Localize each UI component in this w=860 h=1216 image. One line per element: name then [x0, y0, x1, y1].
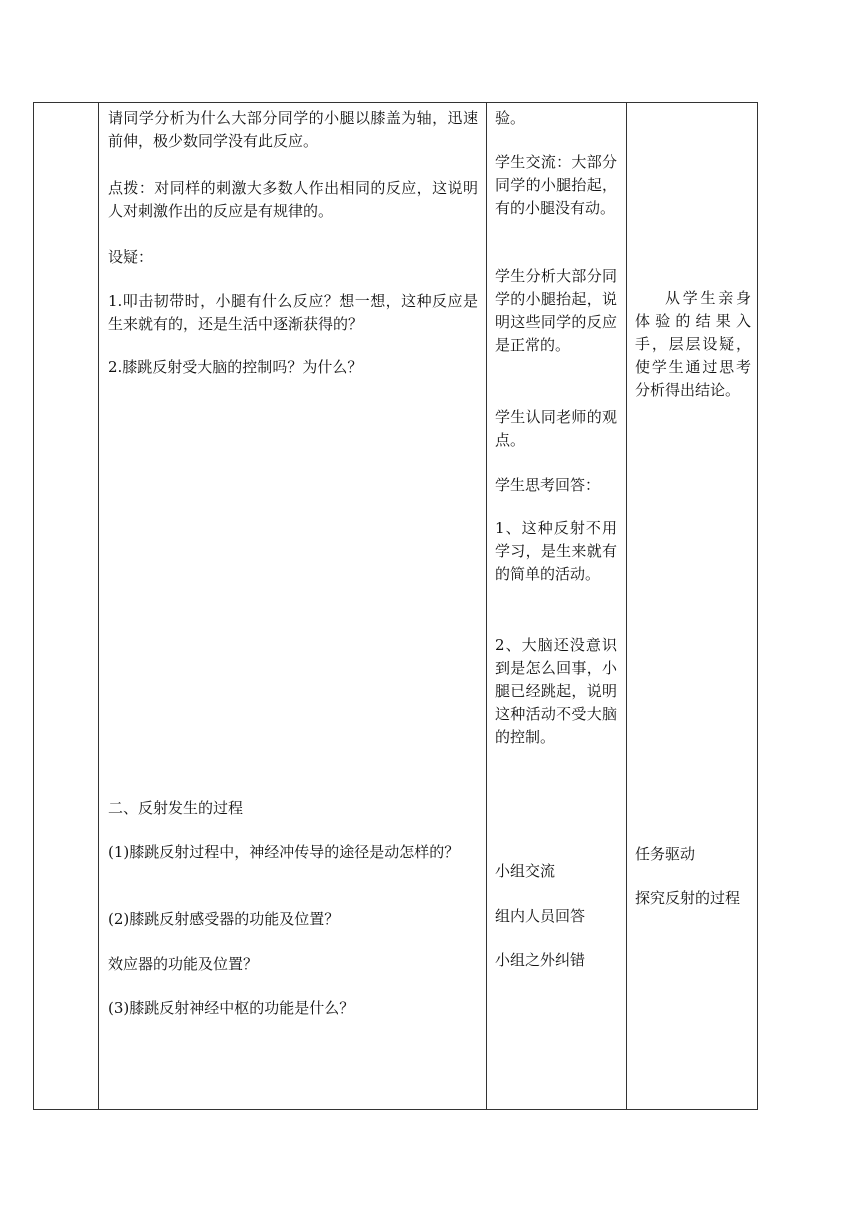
paragraph: 点拨：对同样的刺激大多数人作出相同的反应，这说明人对刺激作出的反应是有规律的。: [108, 179, 478, 220]
paragraph: 学生思考回答：: [495, 476, 601, 494]
paragraph: 组内人员回答: [495, 907, 586, 925]
table-row: [34, 103, 758, 1110]
paragraph: 学生认同老师的观点。: [495, 408, 617, 449]
paragraph: 小组交流: [495, 862, 556, 880]
paragraph: 从学生亲身体验的结果入手，层层设疑，使学生通过思考分析得出结论。: [635, 289, 751, 399]
paragraph: 验。: [495, 109, 526, 127]
paragraph: (3)膝跳反射神经中枢的功能是什么？: [108, 999, 355, 1017]
paragraph: 设疑：: [108, 248, 154, 266]
paragraph: 学生交流：大部分同学的小腿抬起，有的小腿没有动。: [495, 153, 617, 217]
paragraph: 1.叩击韧带时，小腿有什么反应？想一想，这种反应是生来就有的，还是生活中逐渐获得的？: [108, 292, 478, 333]
paragraph: 请同学分析为什么大部分同学的小腿以膝盖为轴，迅速前伸，极少数同学没有此反应。: [108, 109, 478, 150]
paragraph: (2)膝跳反射感受器的功能及位置？: [108, 910, 340, 928]
paragraph: 效应器的功能及位置？: [108, 955, 259, 973]
paragraph: 学生分析大部分同学的小腿抬起，说明这些同学的反应是正常的。: [495, 267, 617, 354]
paragraph: 1、这种反射不用学习，是生来就有的简单的活动。: [495, 519, 617, 583]
paragraph: (1)膝跳反射过程中，神经冲传导的途径是动怎样的？: [108, 843, 460, 861]
paragraph: 探究反射的过程: [635, 889, 741, 907]
paragraph: 任务驱动: [635, 845, 696, 863]
blank-column-cell: [34, 103, 99, 1110]
paragraph: 2、大脑还没意识到是怎么回事，小腿已经跳起，说明这种活动不受大脑的控制。: [495, 636, 617, 746]
paragraph: 2.膝跳反射受大脑的控制吗？为什么？: [108, 358, 363, 376]
teacher-activity-cell: [99, 103, 487, 1110]
paragraph: 小组之外纠错: [495, 951, 586, 969]
lesson-plan-table: [33, 102, 758, 1110]
section-heading: 二、反射发生的过程: [108, 799, 244, 817]
design-intent-cell: [627, 103, 758, 1110]
student-activity-cell: [487, 103, 627, 1110]
